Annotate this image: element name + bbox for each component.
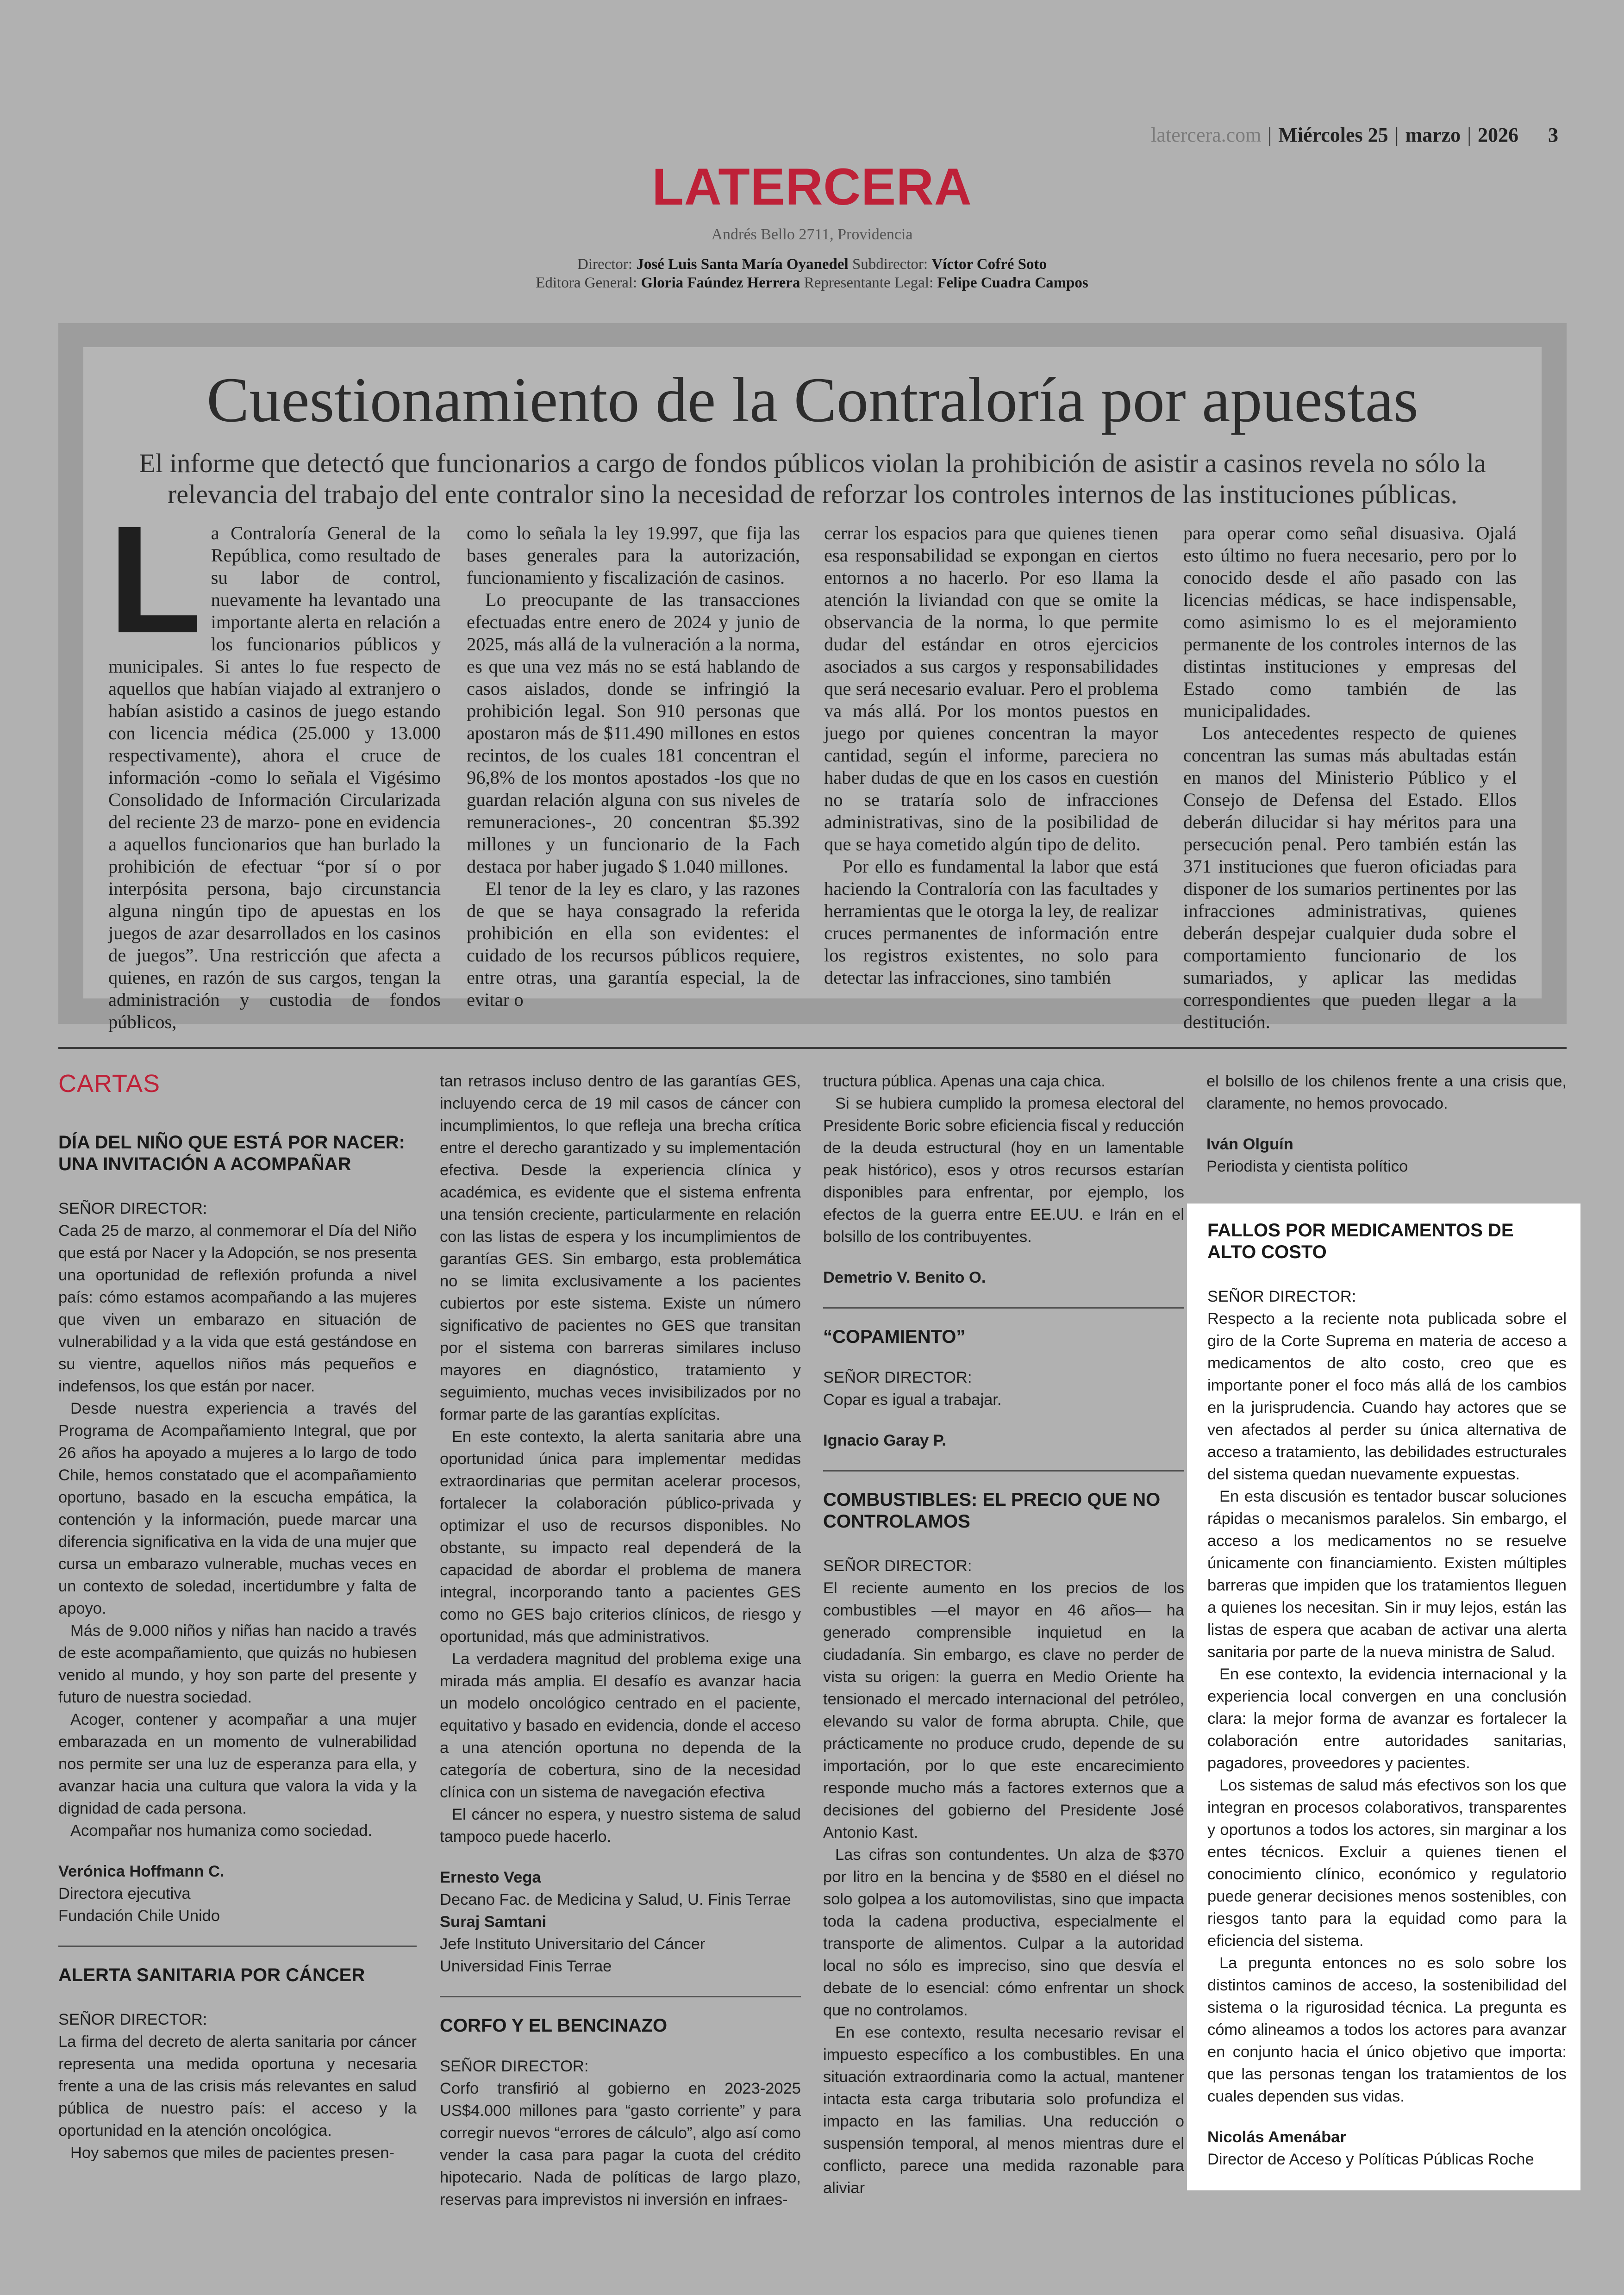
paragraph: El tenor de la ley es claro, y las razones de que se haya consagrado la referida prohibición en ella son evidentes: el cuidado de los recursos públicos requiere, entre otras, una garantía especial, la de evitar o [467, 878, 800, 1010]
letter-author: Ignacio Garay P. [823, 1432, 946, 1449]
salutation: SEÑOR DIRECTOR: [823, 1369, 972, 1386]
paragraph: Hoy sabemos que miles de pacientes presen- [70, 2144, 394, 2162]
paragraph: Más de 9.000 niños y niñas han nacido a través de este acompañamiento, que quizás no hubiesen venido al mundo, y hoy son parte del presente y futuro de nuestra sociedad. [58, 1622, 417, 1706]
paragraph: tan retrasos incluso dentro de las garantías GES, incluyendo cerca de 19 mil casos de cáncer con incumplimientos, lo que refleja una brecha crítica entre el derecho garantizado y su implementación efectiva. Desde la experiencia clínica y académica, es evidente que el sistema enfrenta una tensión creciente, particularmente en relación con las listas de espera y los incumplimientos de garantías GES. Sin embargo, esta problemática no se limita exclusivamente a los pacientes cubiertos por este sistema. Existe un número significativo de pacientes no GES que transitan por el sistema con barreras similares incluso mayores en diagnóstico, tratamiento y seguimiento, muchas veces invisibilizados por no formar parte de las garantías explícitas. [440, 1073, 801, 1423]
year: 2026 [1478, 124, 1518, 146]
paragraph: para operar como señal disuasiva. Ojalá esto último no fuera necesario, pero por lo conocido desde el año pasado con las licencias médicas, se hace indispensable, como asimismo lo es el mejoramiento permanente de los controles internos de las distintas instituciones y empresas del Estado como también de las municipalidades. [1183, 523, 1517, 721]
paragraph: En ese contexto, la evidencia internacional y la experiencia local convergen en una conclusión clara: la mejor forma de avanzar es fortalecer la colaboración entre autoridades sanitarias, pagadores, proveedores y pacientes. [1207, 1665, 1567, 1772]
salutation: SEÑOR DIRECTOR: [823, 1557, 972, 1575]
salutation: SEÑOR DIRECTOR: [1207, 1288, 1356, 1305]
paragraph: En esta discusión es tentador buscar soluciones rápidas o mecanismos paralelos. Sin embargo, el acceso a los medicamentos no se resuelve únicamente con financiamiento. Existen múltiples barreras que impiden que los tratamientos lleguen a quienes los necesitan. Sin ir muy lejos, están las listas de espera que acaban de activar una alerta sanitaria por parte de la nueva ministra de Salud. [1207, 1488, 1567, 1661]
letter-title: “COPAMIENTO” [823, 1327, 966, 1347]
paragraph: En ese contexto, resulta necesario revisar el impuesto específico a los combustibles. En una situación extraordinaria como la actual, mantener intacta esta carga tributaria solo profundiza el impacto en las familias. Una reducción o suspensión temporal, al menos mientras dure el conflicto, parece una medida razonable para aliviar [823, 2024, 1184, 2197]
separator: | [1467, 124, 1471, 146]
author-organization: Fundación Chile Unido [58, 1907, 220, 1925]
author-role: Director de Acceso y Políticas Públicas Roche [1207, 2151, 1534, 2168]
paragraph: Los sistemas de salud más efectivos son los que integran en procesos colaborativos, transparentes y oportunos a todos los actores, sin marginar a los entes técnicos. Excluir a quienes tienen el conocimiento clínico, económico y regulatorio puede generar decisiones menos sostenibles, con riesgos tanto para la equidad como para la eficiencia del sistema. [1207, 1777, 1567, 1950]
paragraph: Por ello es fundamental la labor que está haciendo la Contraloría con las facultades y herramientas que le otorga la ley, de realizar cruces permanentes de información entre los registros existentes, no solo para detectar las infracciones, sino también [824, 856, 1158, 988]
letter-divider [823, 1307, 1184, 1309]
letter-author: Nicolás Amenábar [1207, 2128, 1346, 2146]
letters-column-3 [823, 1070, 1184, 2199]
paragraph: La verdadera magnitud del problema exige una mirada más amplia. El desafío es avanzar hacia un modelo oncológico centrado en el paciente, equitativo y basado en evidencia, donde el acceso a una atención oportuna no dependa de la categoría de cobertura, sino de la necesidad clínica con un sistema de navegación efectiva [440, 1650, 801, 1801]
letter-title: DÍA DEL NIÑO QUE ESTÁ POR NACER: UNA INVITACIÓN A ACOMPAÑAR [58, 1132, 405, 1174]
paragraph: El reciente aumento en los precios de los combustibles —el mayor en 46 años— ha generado comprensible inquietud en la ciudadanía. Sin embargo, es clave no perder de vista su origen: la guerra en Medio Oriente ha tensionado el mercado internacional del petróleo, elevando su valor de forma abrupta. Chile, que prácticamente no produce crudo, depende de su importación, por lo que este encarecimiento responde mucho más a factores externos que a decisiones del gobierno del Presidente José Antonio Kast. [823, 1579, 1184, 1841]
staff-line-1 [0, 256, 1624, 273]
paragraph: La pregunta entonces no es solo sobre los distintos caminos de acceso, la sostenibilidad del sistema o la rigurosidad técnica. La pregunta es cómo alineamos a todos los actores para avanzar en conjunto hacia el único objetivo que importa: que las personas tengan los tratamientos de los cuales dependen sus vidas. [1207, 1954, 1567, 2105]
paragraph: a Contraloría General de la República, como resultado de su labor de control, nuevamente ha levantado una importante alerta en relación a los funcionarios públicos y municipales. Si antes lo fue respecto de aquellos que habían viajado al extranjero o habían asistido a casinos de juego estando con licencia médica (25.000 y 13.000 respectivamente), ahora el cruce de información -como lo señala el Vigésimo Consolidado de Información Circularizada del reciente 23 de marzo- pone en evidencia a aquellos funcionarios que han burlado la prohibición de efectuar “por sí o por interpósita persona, bajo circunstancia alguna ningún tipo de apuestas en los juegos de azar desarrollados en los casinos de juegos”. Una restricción que afecta a quienes, en razón de sus cargos, tengan la administración y custodia de fondos públicos, [108, 523, 441, 1032]
letter-title: COMBUSTIBLES: EL PRECIO QUE NO CONTROLAMOS [823, 1490, 1161, 1532]
brand-logo: LATERCERA [652, 158, 972, 216]
author-role: Directora ejecutiva [58, 1885, 191, 1902]
paragraph: Los antecedentes respecto de quienes concentran las sumas más abultadas están en manos del Ministerio Público y el Consejo de Defensa del Estado. Ellos deberán dilucidar si hay méritos para una persecución penal. Pero también están las 371 instituciones que fueron oficiadas para disponer de los sumarios pertinentes por las infracciones administrativas, quienes deberán despejar cualquier duda sobre el comportamiento funcionario de los sumariados, y aplicar las medidas correspondientes que pueden llegar a la destitución. [1183, 723, 1517, 1032]
editorial-column-4 [1183, 522, 1517, 1033]
site-url[interactable]: latercera.com [1151, 124, 1262, 146]
paragraph: Corfo transfirió al gobierno en 2023-2025 US$4.000 millones para “gasto corriente” y para corregir nuevos “errores de cálculo”, algo así como vender la casa para pagar la cuota del crédito hipotecario. Nada de políticas de largo plazo, reservas para imprevistos ni inversión en infraes- [440, 2080, 801, 2208]
label-subdirector: Subdirector: [852, 256, 928, 273]
date-line [1151, 123, 1558, 151]
editorial-deck: El informe que detectó que funcionarios a cargo de fondos públicos violan la prohibición de asistir a casinos revela no sólo la relevancia del trabajo del ente contralor sino la necesidad de reforzar los controles internos de las instituciones públicas. [139, 448, 1486, 509]
editora-name: Gloria Faúndez Herrera [641, 274, 800, 291]
paragraph: Desde nuestra experiencia a través del Programa de Acompañamiento Integral, que por 26 años ha apoyado a mujeres a lo largo de todo Chile, hemos constatado que el acompañamiento oportuno, basado en la escucha empática, la contención y la información, puede marcar una diferencia significativa en la vida de una mujer que cursa un embarazo vulnerable, muchas veces en un contexto de soledad, incertidumbre y falta de apoyo. [58, 1400, 417, 1617]
letter-author: Iván Olguín [1206, 1135, 1293, 1153]
weekday: Miércoles 25 [1278, 124, 1388, 146]
section-divider [58, 1047, 1567, 1049]
author-role: Periodista y cientista político [1206, 1158, 1408, 1175]
drop-cap: L [108, 494, 202, 665]
paragraph: Acompañar nos humaniza como sociedad. [70, 1822, 373, 1840]
paragraph: Las cifras son contundentes. Un alza de $370 por litro en la bencina y de $580 en el diésel no solo golpea a los automovilistas, sino que impacta toda la cadena productiva, especialmente el transporte de alimentos. Culpar a la autoridad local no sólo es impreciso, sino que desvía el debate de lo esencial: cómo enfrentar un shock que no controlamos. [823, 1846, 1184, 2019]
staff-line-2 [0, 274, 1624, 292]
separator: | [1394, 124, 1399, 146]
author-role: Jefe Instituto Universitario del Cáncer [440, 1935, 706, 1953]
paragraph: Acoger, contener y acompañar a una mujer embarazada en un momento de vulnerabilidad nos permite ser una luz de esperanza para ella, y avanzar hacia una cultura que valora la vida y la dignidad de cada persona. [58, 1711, 417, 1817]
address: Andrés Bello 2711, Providencia [711, 226, 913, 243]
paragraph: Si se hubiera cumplido la promesa electoral del Presidente Boric sobre eficiencia fiscal y reducción de la deuda estructural (hoy en un lamentable peak histórico), esos y otros recursos estarían disponibles para enfrentar, por ejemplo, los efectos de la guerra entre EE.UU. e Irán en el bolsillo de los contribuyentes. [823, 1095, 1184, 1246]
representante-name: Felipe Cuadra Campos [937, 274, 1088, 291]
paragraph: cerrar los espacios para que quienes tienen esa responsabilidad se expongan en ciertos entornos a no hacerlo. Por eso llama la atención la liviandad con que se omite la observancia de la norma, lo que permite dudar del estándar en otros ejercicios asociados a sus cargos y responsabilidades que será necesario evaluar. Pero el problema va más allá. Por los montos puestos en juego por quienes concentran la mayor cantidad, según el informe, pareciera no haber dudas de que en los casos en cuestión no se trataría solo de infracciones administrativas, sino de la posibilidad de que se haya cometido algún tipo de delito. [824, 523, 1158, 854]
letters-column-1 [58, 1132, 417, 2164]
paragraph: Respecto a la reciente nota publicada sobre el giro de la Corte Suprema en materia de acceso a medicamentos de alto costo, creo que es importante poner el foco más allá de los cambios en la jurisprudencia. Cuando hay actores que se ven afectados al perder su única alternativa de acceso a tratamiento, las debilidades estructurales del sistema quedan nuevamente expuestas. [1207, 1310, 1567, 1483]
salutation: SEÑOR DIRECTOR: [58, 1200, 207, 1217]
letter-divider [440, 1996, 801, 1997]
paragraph: Lo preocupante de las transacciones efectuadas entre enero de 2024 y junio de 2025, más allá de la vulneración a la norma, es que una vez más no se está hablando de casos aislados, donde se infringió la prohibición legal. Son 910 personas que apostaron más de $11.490 millones en estos recintos, de los cuales 181 concentran el 96,8% de los montos apostados -los que no guardan relación alguna con sus niveles de remuneraciones-, 20 concentran $5.392 millones y un funcionario de la Fach destaca por haber jugado $ 1.040 millones. [467, 589, 800, 877]
director-name: José Luis Santa María Oyanedel [636, 256, 849, 273]
author-role: Decano Fac. de Medicina y Salud, U. Finis Terrae [440, 1891, 791, 1908]
paragraph: el bolsillo de los chilenos frente a una crisis que, claramente, no hemos provocado. [1206, 1073, 1567, 1112]
salutation: SEÑOR DIRECTOR: [440, 2058, 589, 2075]
letter-divider [58, 1946, 417, 1947]
letter-author: Demetrio V. Benito O. [823, 1269, 986, 1286]
editorial-column-2 [467, 522, 800, 1011]
letter-title: ALERTA SANITARIA POR CÁNCER [58, 1965, 365, 1985]
paragraph: Copar es igual a trabajar. [823, 1391, 1002, 1409]
paragraph: La firma del decreto de alerta sanitaria por cáncer representa una medida oportuna y necesaria frente a una de las crisis más relevantes en salud pública de nuestro país: el acceso y la oportunidad en la atención oncológica. [58, 2033, 417, 2139]
paragraph: En este contexto, la alerta sanitaria abre una oportunidad única para implementar medidas extraordinarias que permitan acelerar procesos, fortalecer la colaboración público-privada y optimizar el uso de recursos disponibles. No obstante, su impacto real dependerá de la capacidad de abordar el problema de manera integral, incorporando tanto a pacientes GES como no GES bajo criterios clínicos, de riesgo y oportunidad, más que administrativos. [440, 1428, 801, 1646]
label-editora: Editora General: [536, 274, 637, 291]
separator: | [1268, 124, 1272, 146]
letter-author: Ernesto Vega [440, 1869, 541, 1886]
letters-column-4 [1206, 1070, 1567, 1178]
letter-title: CORFO Y EL BENCINAZO [440, 2015, 668, 2036]
letter-title: FALLOS POR MEDICAMENTOS DE ALTO COSTO [1207, 1220, 1514, 1262]
editorial-column-1 [108, 494, 441, 1033]
label-director: Director: [577, 256, 633, 273]
paragraph: El cáncer no espera, y nuestro sistema de salud tampoco puede hacerlo. [440, 1806, 801, 1846]
paragraph: tructura pública. Apenas una caja chica. [823, 1073, 1106, 1090]
letter-author: Verónica Hoffmann C. [58, 1863, 225, 1880]
page-number: 3 [1548, 124, 1558, 146]
editorial-column-3 [824, 522, 1158, 989]
letters-column-2 [440, 1070, 801, 2211]
letter-author: Suraj Samtani [440, 1913, 547, 1931]
month: marzo [1405, 124, 1461, 146]
section-title-cartas: CARTAS [58, 1070, 161, 1098]
label-representante: Representante Legal: [804, 274, 934, 291]
paragraph: Cada 25 de marzo, al conmemorar el Día del Niño que está por Nacer y la Adopción, se nos presenta una oportunidad de reflexión profunda a nivel país: cómo estamos acompañando a las mujeres que viven un embarazo en situación de vulnerabilidad y a la vida que está gestándose en su vientre, aquellos niños más pequeños e indefensos, los que están por nacer. [58, 1222, 417, 1395]
salutation: SEÑOR DIRECTOR: [58, 2011, 207, 2028]
subdirector-name: Víctor Cofré Soto [931, 256, 1047, 273]
paragraph: como lo señala la ley 19.997, que fija las bases generales para la autorización, funcionamiento y fiscalización de casinos. [467, 523, 800, 588]
letter-divider [823, 1470, 1184, 1472]
fallos-letter [1207, 1220, 1567, 2170]
author-organization: Universidad Finis Terrae [440, 1958, 612, 1975]
editorial-headline: Cuestionamiento de la Contraloría por apuestas [206, 364, 1418, 435]
